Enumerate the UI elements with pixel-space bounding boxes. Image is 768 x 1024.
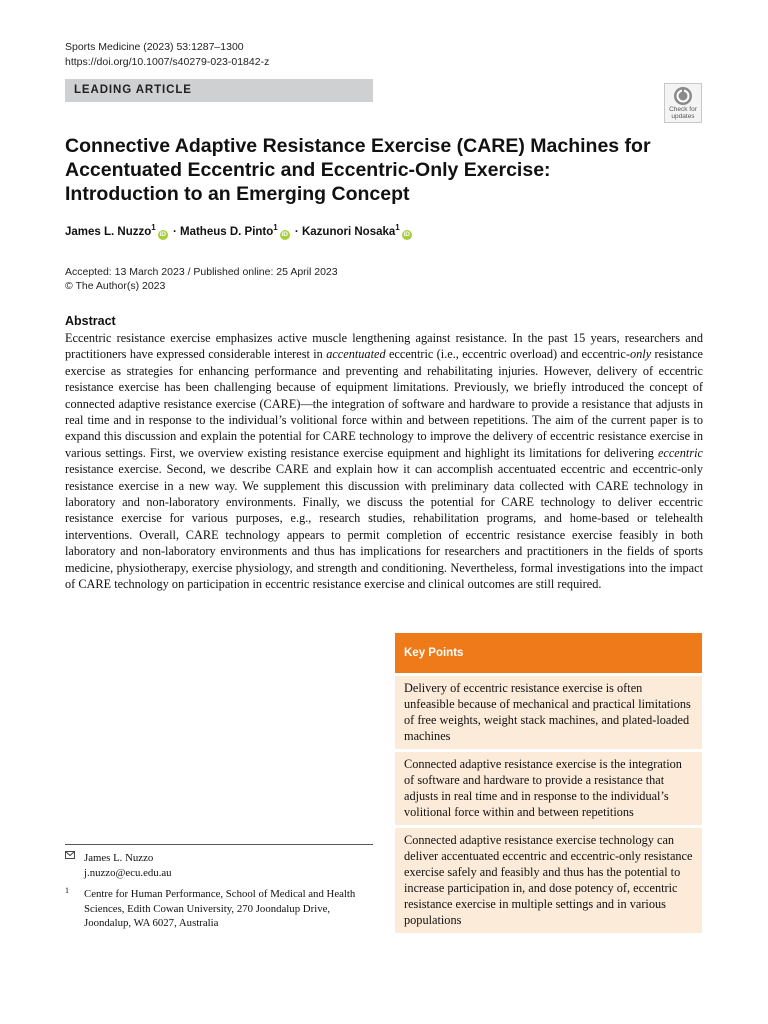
author-separator: · — [172, 226, 177, 238]
author-affil-marker: 1 — [273, 223, 278, 233]
key-point-item: Connected adaptive resistance exercise is the integration of software and hardware to provide a resistance that adjusts in real time and in response to the individual’s volitional force within and between repetitions — [395, 752, 702, 825]
author-affil-marker: 1 — [151, 223, 156, 233]
check-updates-icon — [673, 86, 693, 106]
orcid-icon[interactable]: iD — [281, 231, 288, 238]
accepted-published-dates: Accepted: 13 March 2023 / Published online: 25 April 2023 — [65, 266, 338, 278]
affiliation-number: 1 — [65, 886, 69, 895]
doi-link[interactable]: https://doi.org/10.1007/s40279-023-01842-z — [65, 56, 270, 68]
abstract-segment: resistance exercise. Second, we describe CARE and explain how it can accomplish accentuated eccentric and eccentric-only resistance exercise in a new way. We supplement this discussion with preliminary data collected with CARE technology in laboratory and non-laboratory environments. Finally, we discuss the potential for CARE technology to deliver eccentric resistance exercise for various purposes, e.g., research studies, rehabilitation programs, and home-based or telehealth interventions. Overall, CARE technology appears to permit completion of eccentric resistance exercise feasibly in both laboratory and non-laboratory environments and thus has implications for researchers and practitioners in the fields of sports medicine, physiotherapy, exercise physiology, and strength and conditioning. Nevertheless, formal investigations into the impact of CARE technology on participation in eccentric resistance exercise and clinical outcomes are still required. — [65, 462, 703, 592]
corresponding-author — [65, 851, 172, 880]
orcid-icon[interactable]: iD — [403, 231, 410, 238]
contact-email[interactable]: j.nuzzo@ecu.edu.au — [84, 866, 172, 879]
author-name[interactable]: James L. Nuzzo — [65, 226, 152, 238]
badge-line-1: Check for — [669, 106, 697, 113]
author-name[interactable]: Kazunori Nosaka — [301, 226, 396, 238]
abstract-emphasis: only — [629, 347, 652, 362]
author-list — [65, 223, 414, 240]
affiliation-text: Centre for Human Performance, School of Medical and Health Sciences, Edith Cowan University, 270 Joondalup Drive, Joondalup, WA 6027, Australia — [84, 888, 356, 929]
mail-icon — [65, 851, 75, 859]
key-point-item: Delivery of eccentric resistance exercise is often unfeasible because of mechanical and practical limitations of free weights, weight stack machines, and plated-loaded machines — [395, 676, 702, 749]
contact-name: James L. Nuzzo — [84, 852, 154, 864]
badge-line-2: updates — [671, 113, 695, 120]
orcid-icon[interactable]: iD — [159, 231, 166, 238]
publication-dates — [65, 265, 338, 293]
article-type-label: LEADING ARTICLE — [65, 79, 373, 102]
author-separator: · — [294, 226, 299, 238]
abstract-segment: resistance exercise as strategies for enhancing performance and preventing and rehabilitating injuries. However, delivery of eccentric resistance exercise has been challenging because of equipment limitations. Previously, we briefly introduced the concept of connected adaptive resistance exercise (CARE)—the integration of software and hardware to provide a resistance that adjusts in real time and in response to the individual’s volitional force within and between repetitions. The aim of the current paper is to expand this discussion and explain the potential for CARE technology to improve the delivery of eccentric resistance exercise in various settings. First, we overview existing resistance exercise equipment and highlight its limitations for delivering — [65, 347, 703, 460]
article-title: Connective Adaptive Resistance Exercise (CARE) Machines for Accentuated Eccentric and Eccentric-Only Exercise: Introduction to an Emerging Concept — [65, 135, 651, 205]
abstract-segment: eccentric (i.e., eccentric overload) and eccentric- — [385, 347, 630, 362]
affiliation-footnote — [65, 887, 373, 931]
copyright-line: © The Author(s) 2023 — [65, 280, 166, 292]
abstract-emphasis: eccentric — [657, 445, 703, 460]
journal-citation: Sports Medicine (2023) 53:1287–1300 — [65, 41, 244, 53]
abstract-heading: Abstract — [65, 314, 116, 328]
check-for-updates-badge[interactable] — [664, 83, 702, 123]
author-name[interactable]: Matheus D. Pinto — [179, 226, 274, 238]
abstract-emphasis: accentuated — [326, 347, 386, 362]
footnote-divider — [65, 844, 373, 845]
abstract-text — [65, 330, 703, 593]
abstract-segment: Eccentric resistance exercise emphasizes active muscle lengthening against resistance. In the past 15 years, researchers and practitioners have expressed considerable interest in — [65, 331, 703, 362]
author-affil-marker: 1 — [395, 223, 400, 233]
journal-header — [65, 40, 269, 70]
key-points-header: Key Points — [395, 633, 702, 673]
key-points-box — [395, 633, 702, 933]
key-point-item: Connected adaptive resistance exercise technology can deliver accentuated eccentric and eccentric-only resistance exercise safely and feasibly and thus has the potential to increase participation in, and dose potency of, eccentric resistance exercise in multiple settings and in various populations — [395, 828, 702, 933]
